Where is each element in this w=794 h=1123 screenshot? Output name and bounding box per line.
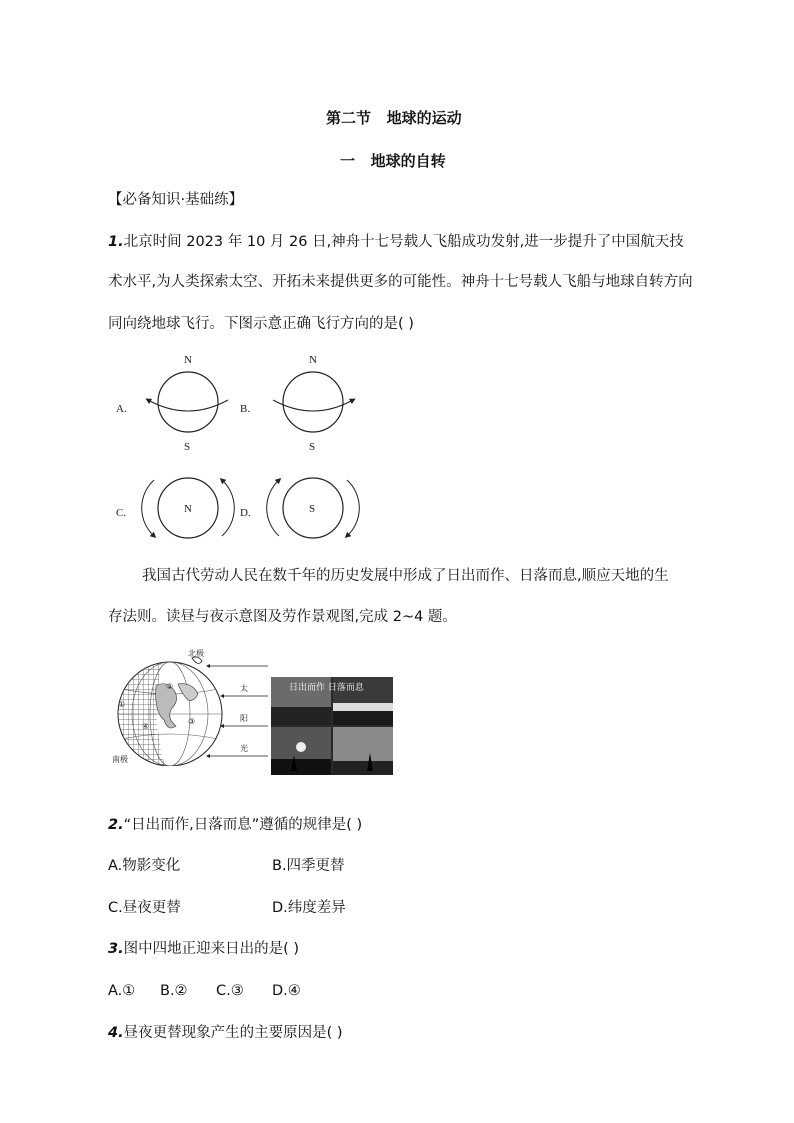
practice-label: 【必备知识·基础练】 xyxy=(108,192,244,208)
q4-stem: 昼夜更替现象产生的主要原因是( ) xyxy=(123,1025,343,1041)
day-night-figure xyxy=(108,644,268,766)
q2-stem-line xyxy=(108,815,362,835)
option-d-left-arrow xyxy=(267,480,279,536)
option-d-label: D. xyxy=(240,507,251,519)
q2-option-c[interactable]: C.昼夜更替 xyxy=(108,900,181,916)
q4-stem-line xyxy=(108,1023,343,1043)
q1-rotation-diagram xyxy=(110,350,380,540)
option-b-arrow xyxy=(273,400,353,411)
option-c-center: N xyxy=(184,503,192,515)
q2-option-a[interactable]: A.物影变化 xyxy=(108,858,181,874)
option-b-label: B. xyxy=(240,403,251,415)
q2-option-b[interactable]: B.四季更替 xyxy=(272,858,345,874)
option-a-globe xyxy=(158,372,218,432)
option-a-south: S xyxy=(184,441,191,453)
intro-line2: 存法则。读昼与夜示意图及劳作景观图,完成 2~4 题。 xyxy=(108,609,457,625)
point-4: ④ xyxy=(142,722,150,731)
option-a-north: N xyxy=(184,354,192,366)
q3-option-b[interactable]: B.② xyxy=(160,983,188,999)
q2-stem: “日出而作,日落而息”遵循的规律是( ) xyxy=(123,817,363,833)
point-1: ① xyxy=(118,700,126,709)
photo-caption: 日出而作 日落而息 xyxy=(289,683,364,693)
q4-number: 4. xyxy=(108,1025,124,1041)
option-b-north: N xyxy=(309,354,317,366)
q2-number: 2. xyxy=(108,817,124,833)
q1-text-1: 北京时间 2023 年 10 月 26 日,神舟十七号载人飞船成功发射,进一步提升了中国航天技 xyxy=(123,234,684,250)
q3-option-c[interactable]: C.③ xyxy=(216,983,244,999)
q3-number: 3. xyxy=(108,941,124,957)
option-b-south: S xyxy=(309,441,316,453)
option-a-label: A. xyxy=(116,403,127,415)
q3-option-d[interactable]: D.④ xyxy=(272,983,301,999)
north-pole-label: 北极 xyxy=(188,649,204,658)
intro-line1: 我国古代劳动人民在数千年的历史发展中形成了日出而作、日落而息,顺应天地的生 xyxy=(142,568,669,584)
option-c-right-arrow xyxy=(222,480,234,536)
labor-photo-collage xyxy=(271,677,393,775)
q2-option-d[interactable]: D.纬度差异 xyxy=(272,900,346,916)
section-title: 第二节 地球的运动 xyxy=(326,109,462,127)
option-c-label: C. xyxy=(116,507,127,519)
point-3: ③ xyxy=(188,717,196,726)
option-a-arrow xyxy=(148,400,228,411)
south-pole-label: 南极 xyxy=(112,755,128,764)
q1-line3: 同向绕地球飞行。下图示意正确飞行方向的是( ) xyxy=(108,316,414,332)
q1-line1 xyxy=(108,232,684,252)
option-b-globe xyxy=(283,372,343,432)
sun-char-2: 阳 xyxy=(240,714,248,723)
subsection-title: 一 地球的自转 xyxy=(340,152,446,170)
point-2: ② xyxy=(166,682,174,691)
q1-line2: 术水平,为人类探索太空、开拓未来提供更多的可能性。神舟十七号载人飞船与地球自转方向 xyxy=(108,274,693,290)
q1-number: 1. xyxy=(108,234,124,250)
option-c-left-arrow xyxy=(142,480,154,536)
q3-stem: 图中四地正迎来日出的是( ) xyxy=(123,941,300,957)
q3-stem-line xyxy=(108,939,299,959)
sun-char-1: 太 xyxy=(240,684,248,693)
option-d-right-arrow xyxy=(347,480,359,536)
sun-char-3: 光 xyxy=(240,744,248,753)
option-d-center: S xyxy=(309,503,316,515)
q3-option-a[interactable]: A.① xyxy=(108,983,136,999)
